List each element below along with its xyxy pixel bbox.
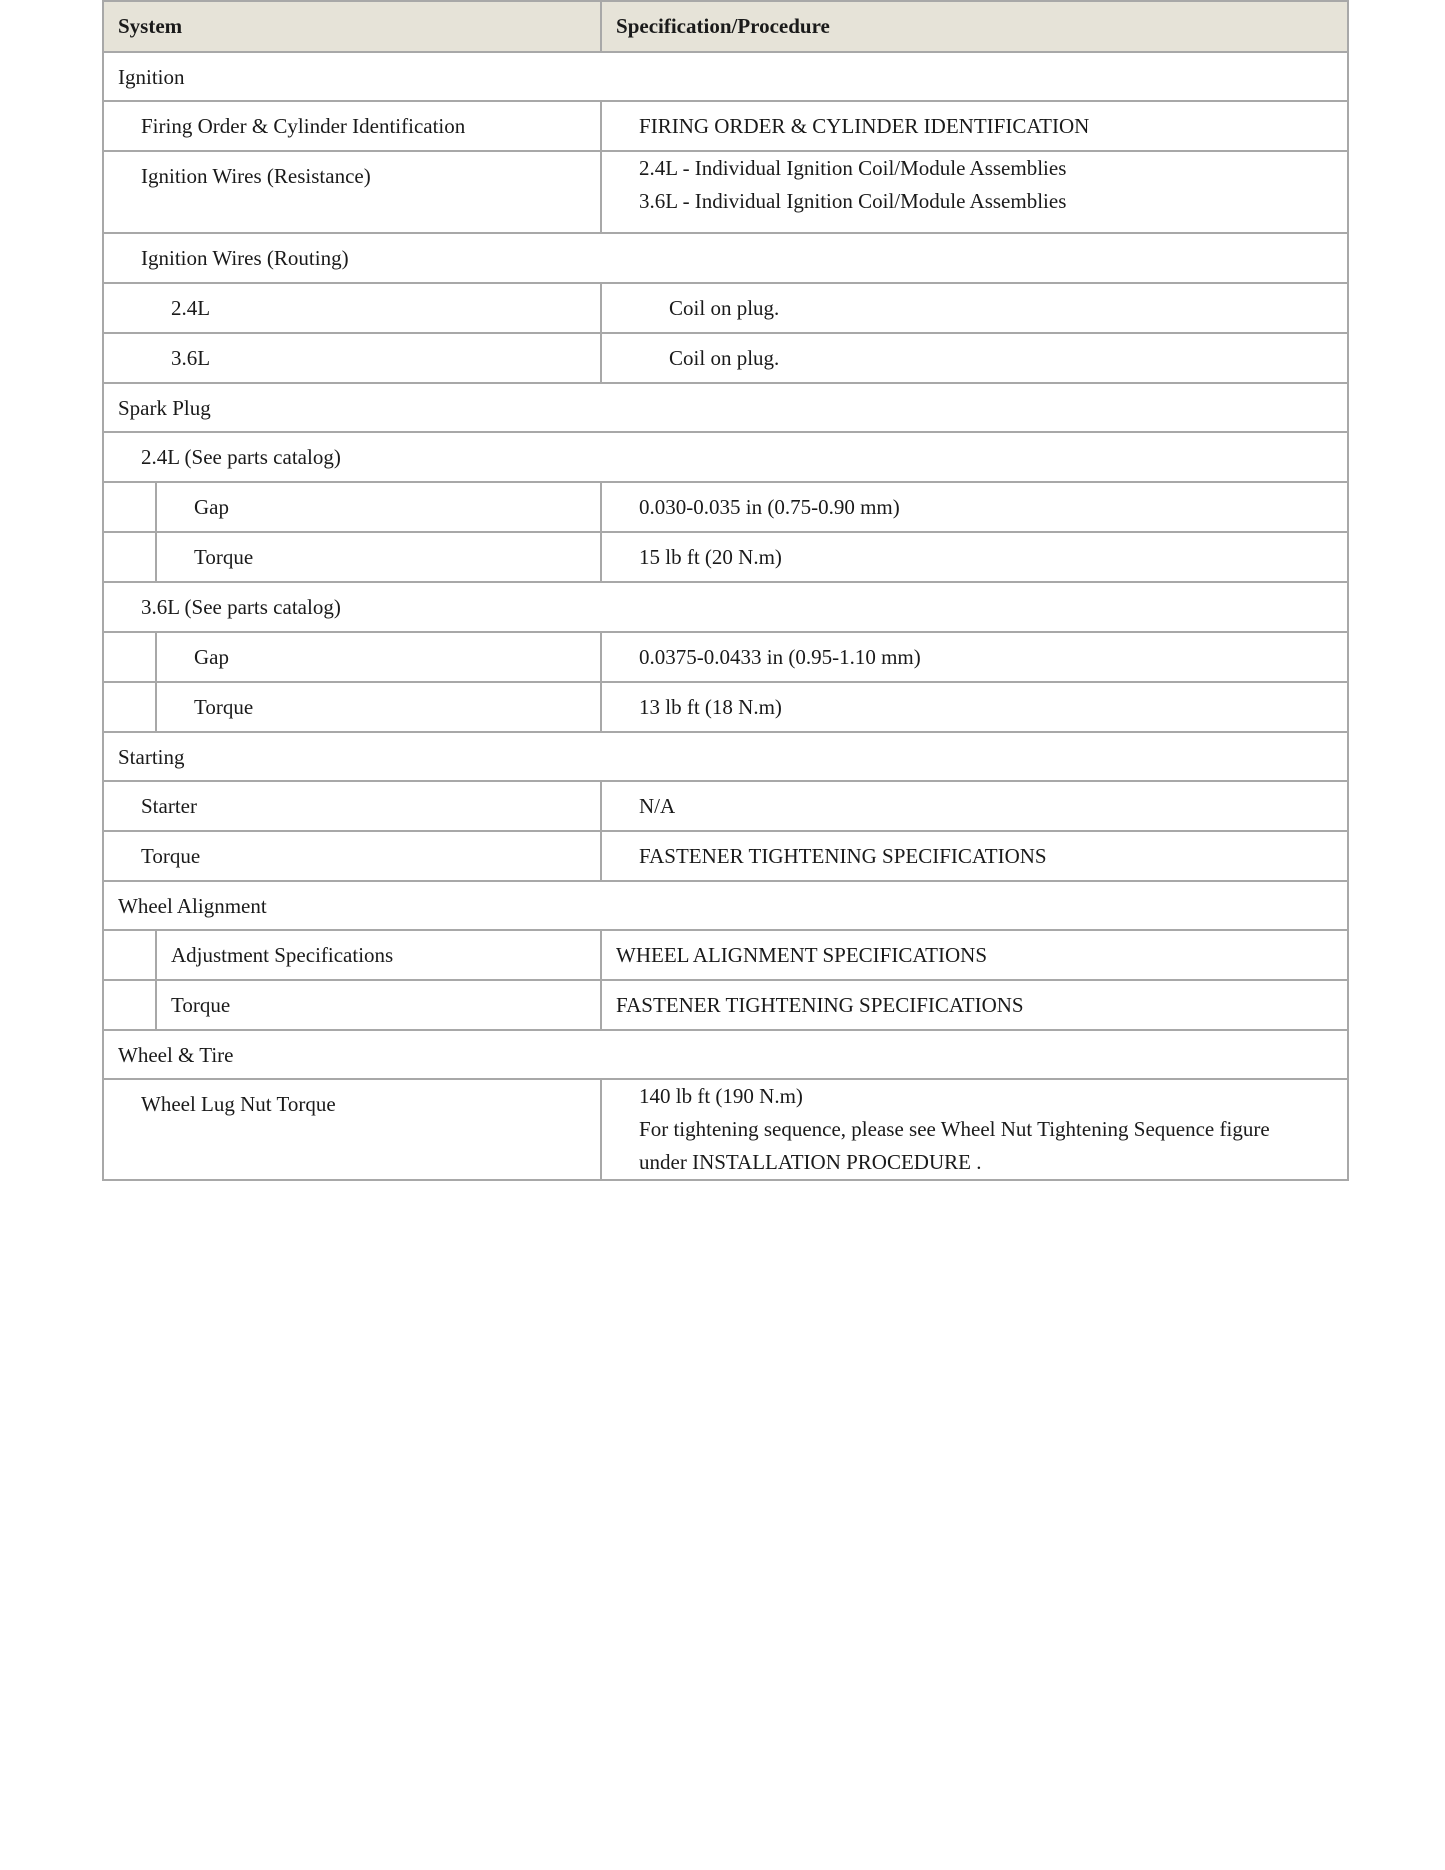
ignition-wires-routing-label: Ignition Wires (Routing) (141, 246, 349, 270)
starter-label: Starter (141, 794, 197, 818)
starting-torque-value: FASTENER TIGHTENING SPECIFICATIONS (639, 844, 1047, 868)
section-row-wheel-alignment (103, 881, 1348, 930)
table-row (103, 233, 1348, 283)
table-row (103, 532, 1348, 582)
spark-plug-torque-label: Torque (194, 695, 254, 719)
table-row (103, 582, 1348, 632)
table-row (103, 682, 1348, 732)
routing-value: Coil on plug. (669, 296, 780, 320)
blank-cell (103, 532, 156, 582)
section-title-wheel-tire: Wheel & Tire (118, 1043, 234, 1067)
section-title-spark-plug: Spark Plug (118, 396, 211, 420)
firing-order-label: Firing Order & Cylinder Identification (141, 114, 466, 138)
blank-cell (103, 930, 156, 980)
ignition-wires-resistance-value (601, 151, 1348, 233)
spark-plug-torque-label: Torque (194, 545, 254, 569)
header-spec: Specification/Procedure (601, 1, 1348, 52)
table-row (103, 333, 1348, 383)
table-row (103, 101, 1348, 151)
section-row-ignition (103, 52, 1348, 101)
spark-plug-gap-label: Gap (194, 495, 229, 519)
spark-plug-gap-label: Gap (194, 645, 229, 669)
adjustment-specs-label: Adjustment Specifications (171, 943, 394, 967)
routing-engine-label: 2.4L (171, 296, 211, 320)
table-row (103, 632, 1348, 682)
section-row-starting (103, 732, 1348, 781)
table-row (103, 781, 1348, 831)
section-title-starting: Starting (118, 745, 185, 769)
header-row (103, 1, 1348, 52)
table-row (103, 980, 1348, 1030)
spark-plug-gap-value: 0.030-0.035 in (0.75-0.90 mm) (639, 495, 900, 519)
table-row (103, 831, 1348, 881)
table-row (103, 432, 1348, 482)
alignment-torque-value: FASTENER TIGHTENING SPECIFICATIONS (616, 993, 1024, 1017)
lug-nut-line: under INSTALLATION PROCEDURE . (639, 1150, 982, 1174)
spark-plug-group-label: 2.4L (See parts catalog) (141, 445, 341, 469)
alignment-torque-label: Torque (171, 993, 231, 1017)
lug-nut-torque-value (601, 1079, 1348, 1180)
lug-nut-line: 140 lb ft (190 N.m) (639, 1084, 803, 1108)
lug-nut-torque-label: Wheel Lug Nut Torque (141, 1092, 336, 1116)
routing-value: Coil on plug. (669, 346, 780, 370)
blank-cell (103, 682, 156, 732)
section-title-ignition: Ignition (118, 65, 185, 89)
table-row (103, 482, 1348, 532)
spark-plug-torque-value: 13 lb ft (18 N.m) (639, 695, 782, 719)
starter-value: N/A (639, 794, 676, 818)
spark-plug-torque-value: 15 lb ft (20 N.m) (639, 545, 782, 569)
table-row (103, 151, 1348, 233)
table-row (103, 283, 1348, 333)
resistance-line: 3.6L - Individual Ignition Coil/Module Assemblies (639, 189, 1067, 213)
section-title-wheel-alignment: Wheel Alignment (118, 894, 267, 918)
section-row-wheel-tire (103, 1030, 1348, 1079)
resistance-line: 2.4L - Individual Ignition Coil/Module Assemblies (639, 156, 1067, 180)
starting-torque-label: Torque (141, 844, 201, 868)
blank-cell (103, 482, 156, 532)
lug-nut-line: For tightening sequence, please see Wheel Nut Tightening Sequence figure (639, 1117, 1270, 1141)
spark-plug-gap-value: 0.0375-0.0433 in (0.95-1.10 mm) (639, 645, 921, 669)
adjustment-specs-value: WHEEL ALIGNMENT SPECIFICATIONS (616, 943, 988, 967)
firing-order-value: FIRING ORDER & CYLINDER IDENTIFICATION (639, 114, 1090, 138)
table-row (103, 1079, 1348, 1180)
routing-engine-label: 3.6L (171, 346, 211, 370)
table-row (103, 930, 1348, 980)
ignition-wires-resistance-label: Ignition Wires (Resistance) (141, 164, 371, 188)
blank-cell (103, 632, 156, 682)
specifications-table (102, 0, 1349, 1181)
spark-plug-group-label: 3.6L (See parts catalog) (141, 595, 341, 619)
blank-cell (103, 980, 156, 1030)
section-row-spark-plug (103, 383, 1348, 432)
header-system: System (103, 1, 601, 52)
